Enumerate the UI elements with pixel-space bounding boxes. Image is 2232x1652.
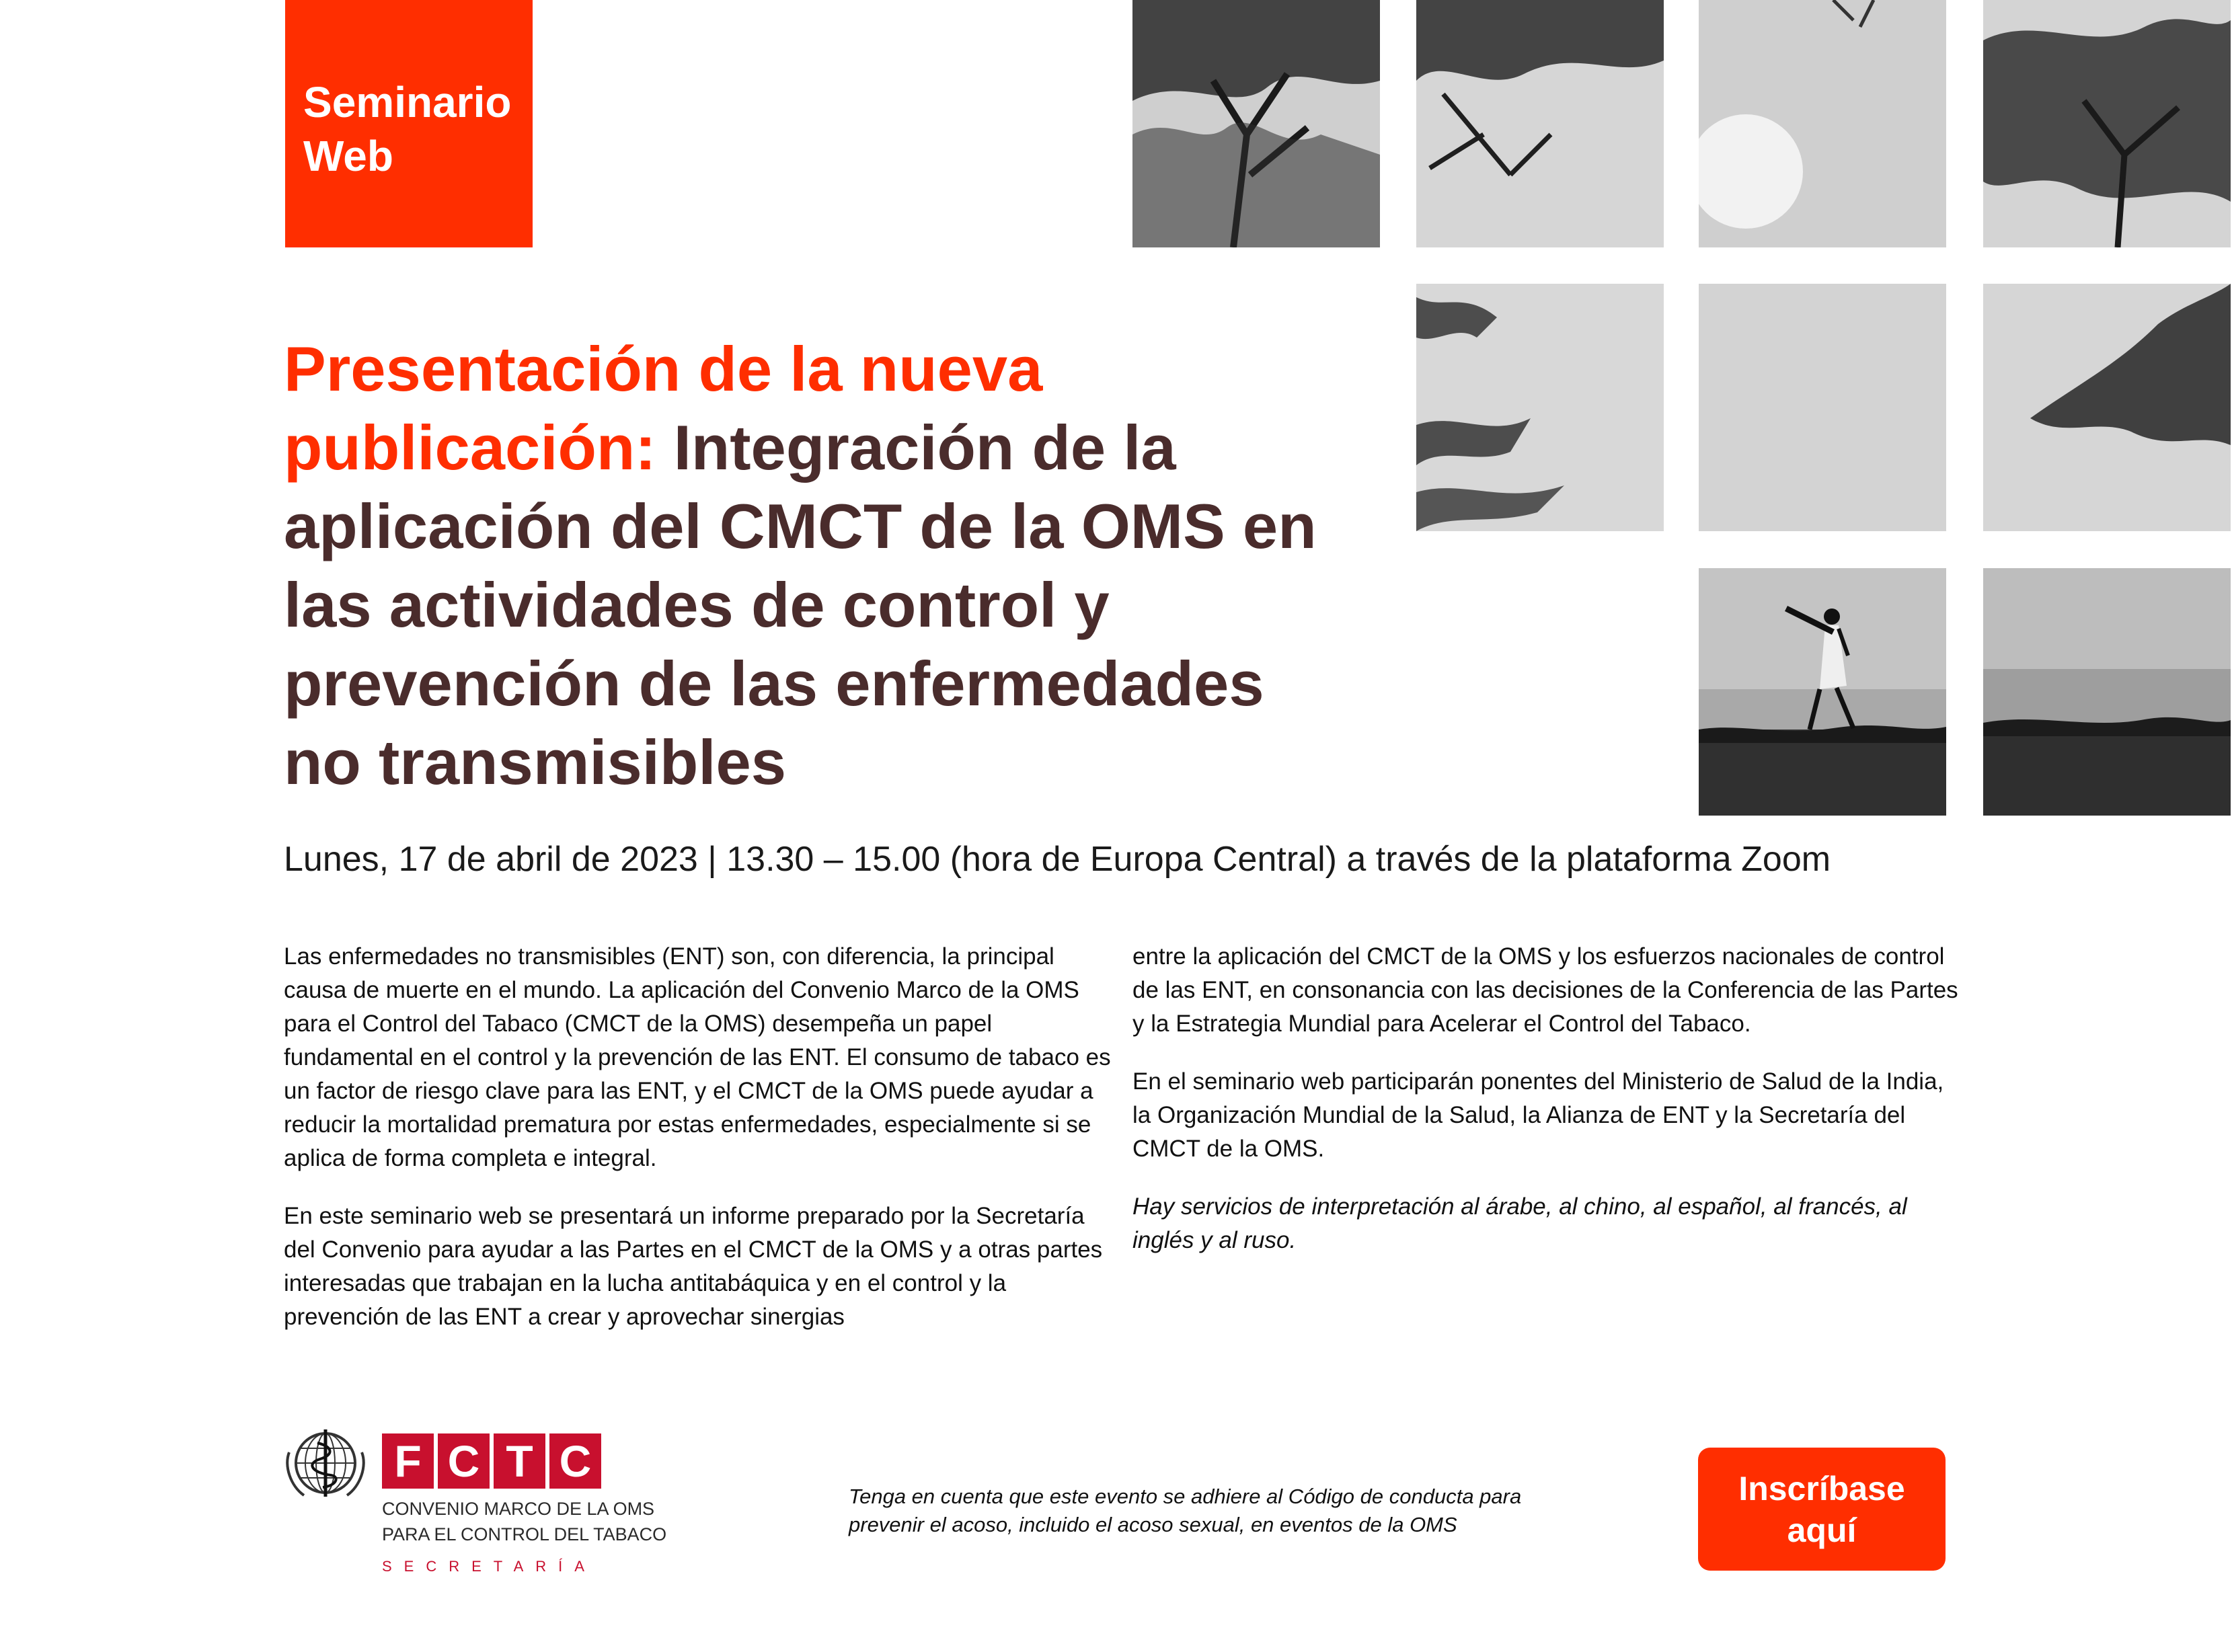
photo-tile-sky	[1699, 284, 1946, 531]
badge-line-2: Web	[303, 132, 393, 180]
body-column-right	[1132, 940, 1966, 1282]
photo-tile-branches-1	[1416, 0, 1664, 247]
fctc-logo	[284, 1425, 667, 1580]
body-paragraph-4: En el seminario web participarán ponentes del Ministerio de Salud de la India, la Organización Mundial de la Salud, la Alianza de ENT y la Secretaría del CMCT de la OMS.	[1132, 1068, 1944, 1162]
body-paragraph-2: En este seminario web se presentará un informe preparado por la Secretaría del Convenio para ayudar a las Partes en el CMCT de la OMS y a otras partes interesadas que trabajan en la lucha antitabáquica y en el control y la prevención de las ENT a crear y aprovechar sinergias	[284, 1203, 1103, 1330]
photo-tile-branches-2	[1416, 284, 1664, 531]
fctc-wordmark	[382, 1433, 601, 1489]
badge-line-1: Seminario	[303, 78, 512, 126]
seminar-badge	[285, 0, 533, 247]
body-paragraph-3: entre la aplicación del CMCT de la OMS y los esfuerzos nacionales de control de las ENT, en consonancia con las decisiones de la Conferencia de las Partes y la Estrategia Mundial para Acelerar el Control del Tabaco.	[1132, 943, 1958, 1037]
interpretation-note: Hay servicios de interpretación al árabe, al chino, al español, al francés, al inglés y al ruso.	[1132, 1193, 1907, 1253]
photo-tile-tree-dark	[1132, 0, 1380, 247]
photo-tile-tree-canopy	[1983, 0, 2231, 247]
title-main: Integración de la aplicación del CMCT de la OMS en las actividades de control y prevención de las enfermedades no transmisibles	[284, 412, 1317, 797]
fctc-letter-2: C	[438, 1433, 490, 1489]
body-paragraph-1: Las enfermedades no transmisibles (ENT) son, con diferencia, la principal causa de muerte en el mundo. La aplicación del Convenio Marco de la OMS para el Control del Tabaco (CMCT de la OMS) desempeña un papel fundamental en el control y la prevención de las ENT. El consumo de tabaco es un factor de riesgo clave para las ENT, y el CMCT de la OMS puede ayudar a reducir la mortalidad prematura por estas enfermedades, especialmente si se aplica de forma completa e integral.	[284, 943, 1111, 1171]
page-title	[284, 329, 1333, 801]
fctc-letter-4: C	[549, 1433, 601, 1489]
body-column-left	[284, 940, 1118, 1358]
fctc-line-2: PARA EL CONTROL DEL TABACO	[382, 1524, 667, 1544]
fctc-secretariat: SECRETARÍA	[382, 1558, 597, 1575]
fctc-letter-3: T	[494, 1433, 545, 1489]
register-button[interactable]: Inscríbase aquí	[1698, 1448, 1946, 1571]
code-of-conduct-note: Tenga en cuenta que este evento se adhiere al Código de conducta para prevenir el acoso, incluido el acoso sexual, en eventos de la OMS	[849, 1485, 1522, 1536]
fctc-line-1: CONVENIO MARCO DE LA OMS	[382, 1499, 655, 1519]
photo-tile-sun	[1699, 0, 1946, 247]
who-emblem-icon	[284, 1425, 367, 1501]
title-accent: Presentación de la nueva publicación:	[284, 333, 1043, 483]
fctc-letter-1: F	[382, 1433, 434, 1489]
photo-tile-walking-woman	[1699, 568, 1946, 816]
event-date-time: Lunes, 17 de abril de 2023 | 13.30 – 15.00 (hora de Europa Central) a través de la plataforma Zoom	[284, 840, 1831, 879]
photo-tile-branch-right	[1983, 284, 2231, 531]
photo-tile-landscape	[1983, 568, 2231, 816]
